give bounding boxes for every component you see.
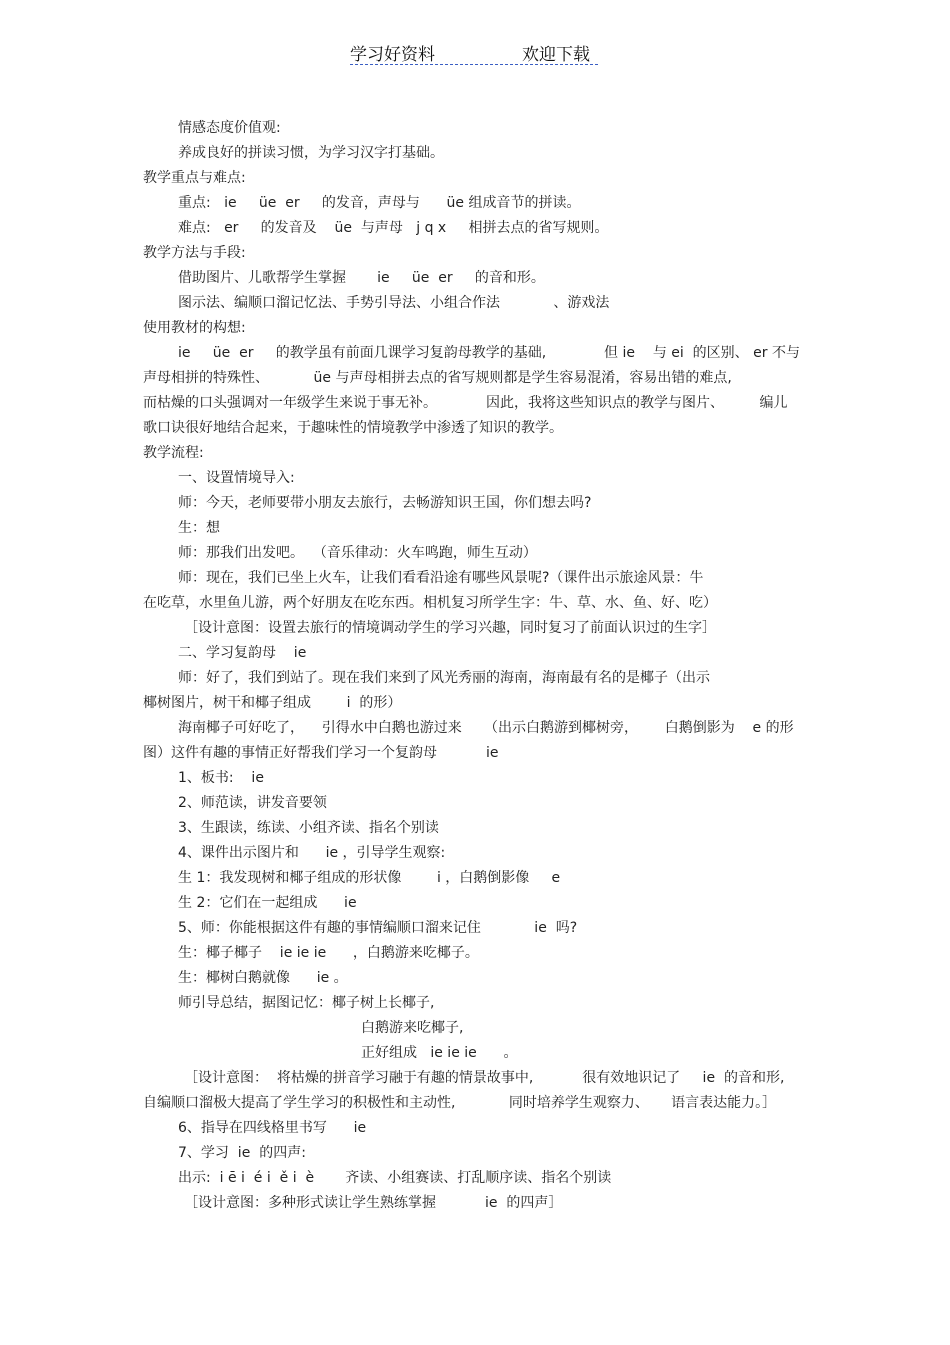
- text-line: 生 2：它们在一起组成 ie: [178, 895, 357, 911]
- list-item: 2、师范读，讲发音要领: [178, 795, 327, 811]
- list-item: 1、板书: ie: [178, 770, 264, 786]
- text-line: 歌口诀很好地结合起来，于趣味性的情境教学中渗透了知识的教学。: [143, 420, 563, 436]
- text-line: 重点: ie üe er 的发音，声母与 üe 组成音节的拼读。: [178, 195, 581, 211]
- text-line: 自编顺口溜极大提高了学生学习的积极性和主动性, 同时培养学生观察力、 语言表达能力。］: [143, 1095, 777, 1111]
- text-line: 难点: er 的发音及 üe 与声母 j q x 相拼去点的省写规则。: [178, 220, 609, 236]
- header-right-text: 欢迎下载: [522, 45, 590, 65]
- section-heading: 教学重点与难点:: [143, 170, 246, 186]
- document-body: [143, 116, 808, 1216]
- text-line: 而枯燥的口头强调对一年级学生来说于事无补。 因此，我将这些知识点的教学与图片、 编儿: [143, 395, 788, 411]
- text-line: 生：椰子椰子 ie ie ie ，白鹅游来吃椰子。: [178, 945, 479, 961]
- header-left-text: 学习好资料: [350, 45, 435, 65]
- text-line: 在吃草，水里鱼儿游，两个好朋友在吃东西。相机复习所学生字：牛、草、水、鱼、好、吃）: [143, 595, 717, 611]
- text-line: 师：好了，我们到站了。现在我们来到了风光秀丽的海南，海南最有名的是椰子（出示: [178, 670, 710, 686]
- text-line: 师：今天，老师要带小朋友去旅行，去畅游知识王国，你们想去吗?: [178, 495, 592, 511]
- list-item: 4、课件出示图片和 ie ，引导学生观察:: [178, 845, 446, 861]
- text-line: 师：现在，我们已坐上火车，让我们看看沿途有哪些风景呢?（课件出示旅途风景：牛: [178, 570, 704, 586]
- text-line: 海南椰子可好吃了， 引得水中白鹅也游过来 （出示白鹅游到椰树旁， 白鹅倒影为 e 的形: [178, 720, 794, 736]
- text-line: 养成良好的拼读习惯，为学习汉字打基础。: [178, 145, 444, 161]
- text-line: 师：那我们出发吧。 （音乐律动：火车鸣跑，师生互动）: [178, 545, 537, 561]
- text-line: ie üe er 的教学虽有前面几课学习复韵母教学的基础, 但 ie 与 ei 的区别、 er 不与: [178, 345, 800, 361]
- text-line: 一、设置情境导入:: [178, 470, 295, 486]
- section-heading: 教学方法与手段:: [143, 245, 246, 261]
- design-intent-note: ［设计意图：多种形式读让学生熟练掌握 ie 的四声］: [184, 1195, 563, 1211]
- design-intent-note: ［设计意图： 将枯燥的拼音学习融于有趣的情景故事中, 很有效地识记了 ie 的音和形,: [184, 1070, 785, 1086]
- text-line: 椰树图片，树干和椰子组成 i 的形）: [143, 695, 402, 711]
- list-item: 7、学习 ie 的四声:: [178, 1145, 306, 1161]
- page-header: [350, 40, 598, 65]
- section-heading: 教学流程:: [143, 445, 204, 461]
- text-line: 生 1：我发现树和椰子组成的形状像 i ，白鹅倒影像 e: [178, 870, 561, 886]
- text-line: 生：想: [178, 520, 220, 536]
- list-item: 6、指导在四线格里书写 ie: [178, 1120, 367, 1136]
- design-intent-note: ［设计意图：设置去旅行的情境调动学生的学习兴趣，同时复习了前面认识过的生字］: [184, 620, 716, 636]
- text-line: 声母相拼的特殊性、 üe 与声母相拼去点的省写规则都是学生容易混淆，容易出错的难点,: [143, 370, 732, 386]
- list-item: 3、生跟读，练读、小组齐读、指名个别读: [178, 820, 439, 836]
- text-line: 图）这件有趣的事情正好帮我们学习一个复韵母 ie: [143, 745, 499, 761]
- text-line: 图示法、编顺口溜记忆法、手势引导法、小组合作法 、游戏法: [178, 295, 610, 311]
- section-heading: 使用教材的构想:: [143, 320, 246, 336]
- rhyme-line: 白鹅游来吃椰子,: [361, 1020, 464, 1036]
- text-line: 生：椰树白鹅就像 ie 。: [178, 970, 348, 986]
- text-line: 出示: i ē i é i ě i è 齐读、小组赛读、打乱顺序读、指名个别读: [178, 1170, 612, 1186]
- rhyme-line: 正好组成 ie ie ie 。: [361, 1045, 518, 1061]
- text-line: 师引导总结，据图记忆：椰子树上长椰子,: [178, 995, 435, 1011]
- list-item: 5、师：你能根据这件有趣的事情编顺口溜来记住 ie 吗?: [178, 920, 578, 936]
- text-line: 借助图片、儿歌帮学生掌握 ie üe er 的音和形。: [178, 270, 545, 286]
- text-line: 二、学习复韵母 ie: [178, 645, 307, 661]
- text-line: 情感态度价值观:: [178, 120, 281, 136]
